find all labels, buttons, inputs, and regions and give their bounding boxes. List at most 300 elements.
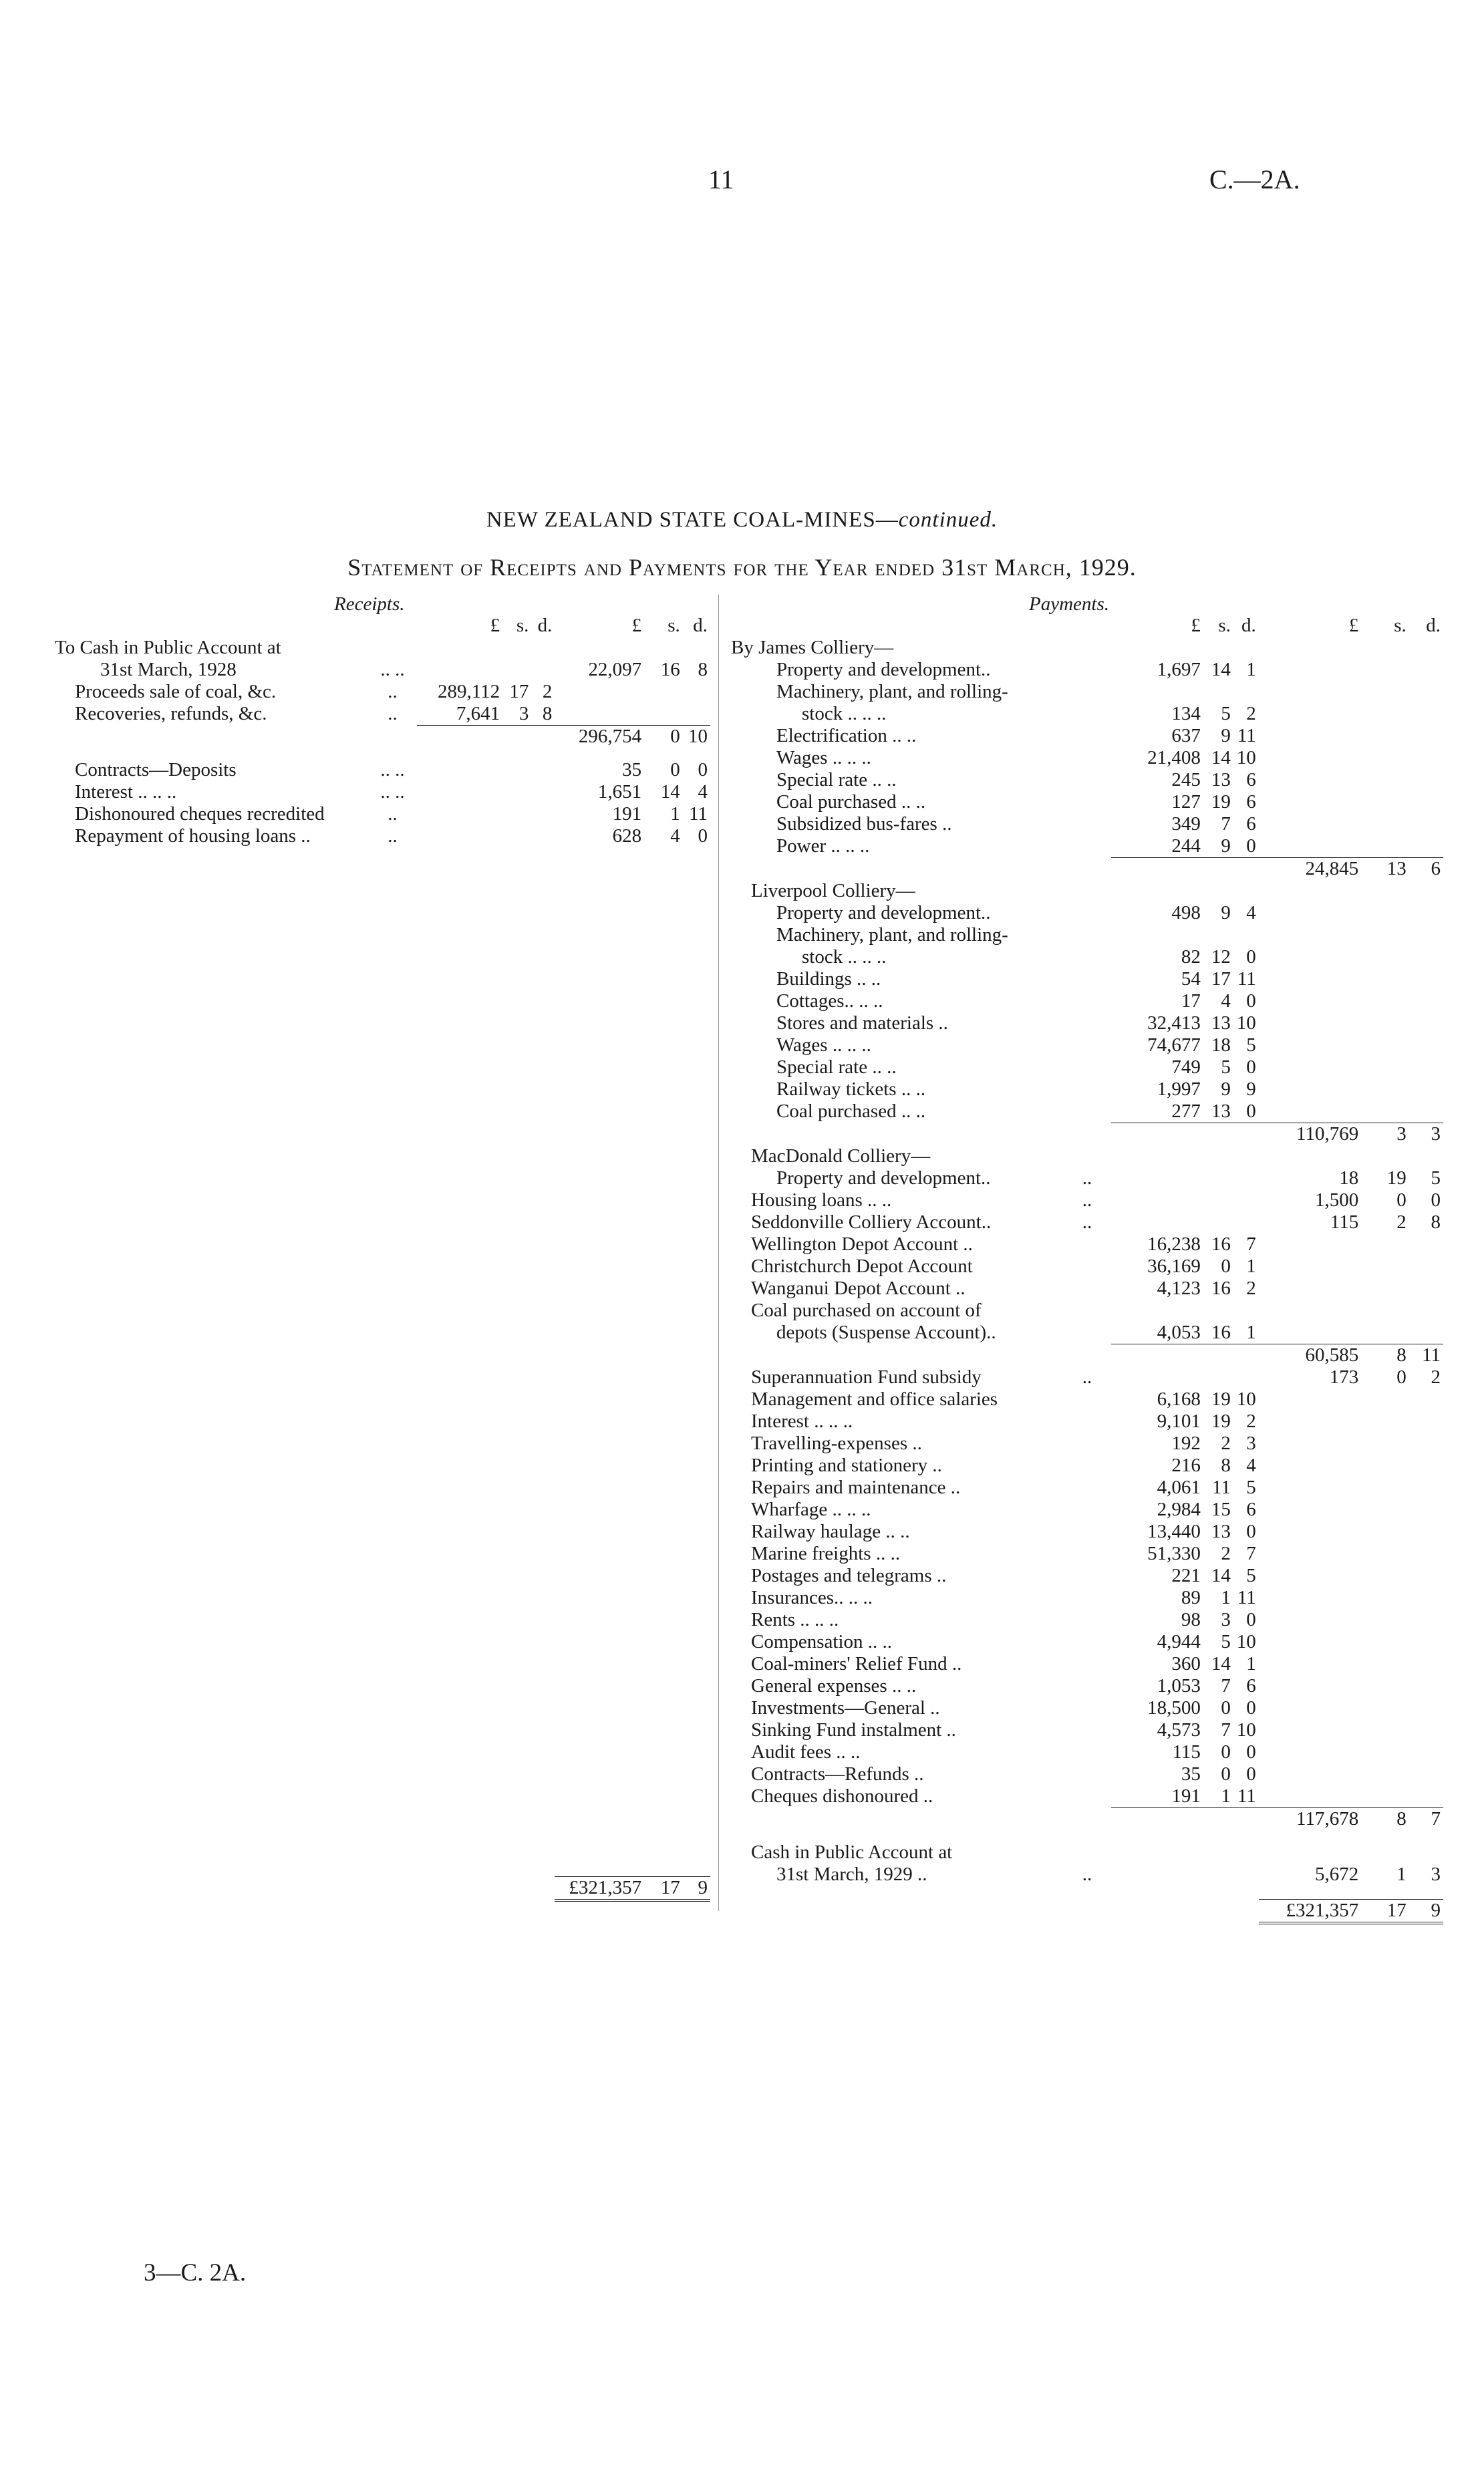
total-shillings [1361,1653,1409,1675]
detail-pence: 2 [1246,703,1256,724]
entry-label: Contracts—Refunds .. [751,1763,924,1785]
total-pounds [1259,1609,1361,1631]
detail-pence [1233,858,1259,881]
detail-pounds: 89 [1181,1587,1201,1608]
total-gap [417,1876,503,1900]
entry-label: stock .. .. .. [802,946,887,968]
grand-total-pence: 9 [683,1876,710,1900]
detail-shillings: 11 [1211,1477,1231,1498]
total-pounds [1259,946,1361,968]
detail-shillings: 9 [1221,725,1231,746]
detail-pence: 0 [1246,990,1256,1012]
total-pounds [1259,1056,1361,1078]
total-shillings [1361,1675,1409,1697]
detail-pounds [1111,1366,1203,1389]
entry-label: Audit fees .. .. [751,1741,861,1763]
detail-pence: 10 [1236,1631,1256,1652]
leader-dots [1063,1056,1111,1078]
ledger-row [728,1034,1443,1056]
leader-dots [1063,1587,1111,1609]
ledger-row [728,968,1443,990]
detail-shillings: 14 [1211,659,1231,680]
detail-pounds: 277 [1171,1101,1201,1122]
leader-dots [1063,1012,1111,1034]
detail-pounds: 32,413 [1147,1012,1201,1034]
leader-dots [1063,725,1111,747]
detail-pounds: 6,168 [1157,1389,1201,1410]
detail-pounds: 74,677 [1147,1034,1201,1056]
total-shillings: 14 [660,781,680,803]
total-pounds [1259,1697,1361,1719]
detail-pounds: 9,101 [1157,1411,1201,1432]
total-pounds [1259,1565,1361,1587]
detail-shillings [502,726,531,748]
detail-pounds: 192 [1171,1433,1201,1454]
total-pence [1409,1631,1443,1653]
detail-pence: 0 [1246,1763,1256,1785]
total-pounds: 35 [622,759,642,780]
total-pounds [1259,1233,1361,1256]
total-shillings [1361,1785,1409,1808]
total-pounds: 1,500 [1314,1189,1359,1211]
detail-shillings: 14 [1211,1653,1231,1674]
total-pence [1409,1587,1443,1609]
ledger-row [52,726,710,748]
total-pounds [1259,681,1361,703]
leader-dots [1063,1741,1111,1763]
statement-subtitle: Statement of Receipts and Payments for the Year ended 31st March, 1929. [347,554,1137,581]
entry-label: Repairs and maintenance .. [751,1477,961,1498]
detail-shillings: 16 [1211,1278,1231,1299]
total-shillings [1361,791,1409,813]
ledger-row [728,1675,1443,1697]
ledger-row [728,924,1443,946]
total-shillings [1361,681,1409,703]
payments-column-headers [728,615,1443,637]
leader-dots [1063,1433,1111,1455]
total-pence [1409,1763,1443,1785]
ledger-row [728,858,1443,881]
entry-label: Property and development.. [776,1167,991,1189]
total-shillings [1361,1719,1409,1741]
total-shillings [644,637,683,659]
total-pounds [1259,1101,1361,1123]
total-pence: 8 [1431,1211,1441,1233]
detail-pounds: 349 [1171,813,1201,835]
total-shillings [1361,769,1409,791]
leader-dots [1063,659,1111,681]
detail-shillings: 19 [1211,1389,1231,1410]
detail-pence [531,781,555,803]
detail-shillings [1203,681,1233,703]
total-pounds [1259,835,1361,858]
total-pence [1409,924,1443,946]
total-pounds [1259,659,1361,681]
detail-shillings [1203,1145,1233,1167]
detail-pence [1233,1830,1259,1864]
grand-total-row [728,1899,1443,1923]
detail-pence [1233,1145,1259,1167]
total-gap [1233,1899,1259,1923]
grand-total-shillings: 17 [644,1876,683,1900]
total-shillings [1361,1499,1409,1521]
entry-label [728,1808,1063,1831]
total-pounds [1259,813,1361,835]
ledger-row [728,1123,1443,1146]
total-pence: 0 [698,759,708,780]
ledger-row [728,1543,1443,1565]
leader-dots: .. [1082,1189,1092,1211]
leader-dots: .. .. [380,759,405,780]
ledger-row [728,1653,1443,1675]
entry-label: 31st March, 1928 [100,659,237,680]
ledger-row [728,1322,1443,1344]
ledger-row [728,1366,1443,1389]
ledger-row [728,725,1443,747]
total-pounds: 628 [612,825,642,847]
entry-label: Wages .. .. .. [776,1034,871,1056]
total-pounds: 110,769 [1259,1123,1361,1146]
detail-pence: 7 [1246,1543,1256,1564]
total-pence [1409,1034,1443,1056]
detail-shillings [1203,1189,1233,1211]
detail-pounds: 289,112 [437,681,500,702]
total-pence [1409,902,1443,924]
detail-pence [1233,924,1259,946]
detail-pence: 10 [1236,1719,1256,1741]
entry-label: Christchurch Depot Account [751,1256,973,1277]
payments-rows [728,637,1443,1923]
ledger-row [728,1631,1443,1653]
ledger-row [52,748,710,781]
detail-pence: 6 [1246,1499,1256,1520]
entry-label: 31st March, 1929 .. [776,1864,927,1885]
detail-shillings [1203,637,1233,659]
detail-pounds [1111,1167,1203,1189]
ledger-row [728,637,1443,659]
total-pounds [555,637,644,659]
detail-shillings [1203,1864,1233,1886]
detail-shillings: 9 [1221,902,1231,923]
detail-pence: 0 [1246,835,1256,857]
leader-dots [1063,1785,1111,1808]
ledger-row [728,747,1443,769]
total-pounds [1259,1763,1361,1785]
detail-pence: 4 [1246,1455,1256,1476]
detail-shillings [502,748,531,781]
col-header-pounds: £ [490,615,500,636]
detail-shillings: 5 [1221,703,1231,724]
detail-shillings [1203,1167,1233,1189]
total-pence [1409,835,1443,858]
detail-pence: 11 [1237,1587,1256,1608]
entry-label: Travelling-expenses .. [751,1433,922,1454]
detail-pence: 2 [1246,1411,1256,1432]
payments-table [728,615,1443,1924]
detail-shillings [1203,1808,1233,1831]
col-header-shillings: s. [1218,615,1231,636]
detail-shillings: 1 [1221,1785,1231,1807]
detail-pounds: 4,123 [1157,1278,1201,1299]
ledger-row [728,946,1443,968]
total-pence [1409,1543,1443,1565]
ledger-row [728,1609,1443,1631]
entry-label: Sinking Fund instalment .. [751,1719,956,1741]
total-shillings [1361,835,1409,858]
total-shillings [1361,637,1409,659]
detail-shillings [502,825,531,847]
grand-total-shillings: 17 [1361,1899,1409,1923]
total-pounds [1259,1499,1361,1521]
total-shillings [644,681,683,703]
entry-label: To Cash in Public Account at [55,637,281,658]
total-pounds [1259,968,1361,990]
detail-pounds: 51,330 [1147,1543,1201,1564]
total-shillings [1361,1300,1409,1322]
detail-pence [531,803,555,825]
total-pounds [1259,725,1361,747]
total-pence [1409,1411,1443,1433]
ledger-row [728,1167,1443,1189]
detail-pounds [1111,858,1203,881]
detail-shillings: 7 [1221,1675,1231,1697]
total-pounds [1259,1477,1361,1499]
total-shillings [1361,924,1409,946]
title-main: NEW ZEALAND STATE COAL-MINES— [486,508,899,532]
total-shillings [1361,1565,1409,1587]
total-pounds [1259,1034,1361,1056]
total-pounds: 115 [1330,1211,1359,1233]
column-divider [718,595,719,1911]
entry-label [728,858,1063,881]
entry-label: Proceeds sale of coal, &c. [75,681,277,702]
detail-pence: 0 [1246,1101,1256,1122]
detail-shillings [502,803,531,825]
total-pounds [1259,1322,1361,1344]
detail-pence: 6 [1246,769,1256,790]
detail-shillings: 3 [518,703,529,724]
entry-label: Seddonville Colliery Account.. [751,1211,992,1233]
total-pence: 4 [698,781,708,803]
document-reference: C.—2A. [1209,164,1300,194]
leader-dots [1063,1101,1111,1123]
col-header-pence: d. [693,615,708,636]
detail-pounds [1111,1808,1203,1831]
total-pence: 3 [1431,1864,1441,1885]
leader-dots: .. [388,803,398,825]
ledger-row [728,1719,1443,1741]
leader-dots [1063,1763,1111,1785]
entry-label: Recoveries, refunds, &c. [75,703,267,724]
entry-label: Interest .. .. .. [751,1411,853,1432]
ledger-row [728,1389,1443,1411]
detail-shillings: 16 [1211,1233,1231,1255]
total-shillings [1361,1411,1409,1433]
detail-pounds: 360 [1171,1653,1201,1674]
detail-pence: 5 [1246,1034,1256,1056]
col-header-shillings: s. [667,615,680,636]
total-pounds [1259,1300,1361,1322]
total-pence [1409,725,1443,747]
total-pounds [1259,791,1361,813]
total-pence [1409,1477,1443,1499]
total-pounds [1259,990,1361,1012]
total-pounds [1259,1587,1361,1609]
leader-dots: .. [1082,1366,1092,1388]
total-pence [1409,1521,1443,1543]
total-pounds [1259,1433,1361,1455]
ledger-row [728,1785,1443,1808]
total-shillings [1361,1741,1409,1763]
total-shillings [1361,659,1409,681]
entry-label: Housing loans .. .. [751,1189,892,1211]
total-pounds [1259,1145,1361,1167]
detail-shillings: 0 [1221,1697,1231,1719]
entry-label: Property and development.. [776,659,991,680]
total-pounds [1259,769,1361,791]
detail-shillings: 13 [1211,1101,1231,1122]
entry-label: Repayment of housing loans .. [75,825,311,847]
total-pence [1409,990,1443,1012]
total-pounds: 60,585 [1259,1344,1361,1367]
detail-pence: 0 [1246,1697,1256,1719]
detail-shillings: 2 [1221,1433,1231,1454]
ledger-row [728,1145,1443,1167]
ledger-row [728,681,1443,703]
detail-shillings [502,781,531,803]
detail-shillings: 18 [1211,1034,1231,1056]
detail-shillings: 7 [1221,813,1231,835]
leader-dots [1063,813,1111,835]
detail-shillings [1203,858,1233,881]
detail-pounds: 21,408 [1147,747,1201,768]
leader-dots [1063,1389,1111,1411]
ledger-row [728,1411,1443,1433]
ledger-row [728,813,1443,835]
entry-label: Special rate .. .. [776,769,897,790]
total-pence: 3 [1409,1123,1443,1146]
leader-dots: .. [1082,1211,1092,1233]
col-header-shillings: s. [516,615,529,636]
entry-label: Coal purchased on account of [751,1300,982,1321]
total-shillings: 4 [670,825,680,847]
detail-pence: 11 [1237,1785,1256,1807]
total-shillings [1361,880,1409,902]
total-pence [1409,1078,1443,1101]
leader-dots [1063,990,1111,1012]
leader-dots [1063,1675,1111,1697]
detail-pence: 9 [1246,1078,1256,1100]
leader-dots [1063,1631,1111,1653]
total-pence [1409,1741,1443,1763]
entry-label: Subsidized bus-fares .. [776,813,952,835]
entry-label: Marine freights .. .. [751,1543,901,1564]
total-pounds: 18 [1339,1167,1359,1189]
ledger-row [728,1521,1443,1543]
total-shillings [1361,1477,1409,1499]
entry-label: General expenses .. .. [751,1675,917,1697]
ledger-row [728,1278,1443,1300]
detail-pence: 8 [542,703,553,724]
detail-pounds [1111,924,1203,946]
ledger-row [728,1056,1443,1078]
leader-dots [1063,835,1111,858]
detail-shillings: 4 [1221,990,1231,1012]
detail-shillings [1203,1830,1233,1864]
detail-pounds [417,803,503,825]
entry-label: Contracts—Deposits [75,759,237,780]
detail-shillings: 16 [1211,1322,1231,1343]
ledger-row [728,1344,1443,1367]
ledger-row [728,1741,1443,1763]
total-shillings [1361,902,1409,924]
detail-pounds [1111,1145,1203,1167]
detail-shillings: 3 [1221,1609,1231,1630]
total-pounds [1259,1278,1361,1300]
detail-pence: 2 [542,681,553,702]
detail-pence: 5 [1246,1565,1256,1586]
total-gap [368,1876,416,1900]
total-shillings: 13 [1361,858,1409,881]
total-shillings: 3 [1361,1123,1409,1146]
col-header-shillings: s. [1394,615,1406,636]
detail-pence: 0 [1246,1056,1256,1078]
total-pence: 11 [1409,1344,1443,1367]
total-pence [1409,1300,1443,1322]
ledger-row [728,990,1443,1012]
detail-shillings: 2 [1221,1543,1231,1564]
entry-label: Compensation .. .. [751,1631,893,1652]
total-pounds [1259,747,1361,769]
page-number: 11 [708,164,734,194]
total-shillings [1361,1631,1409,1653]
entry-label: Cottages.. .. .. [776,990,883,1012]
total-pounds [1259,1012,1361,1034]
total-shillings [1361,1433,1409,1455]
entry-label: Power .. .. .. [776,835,870,857]
ledger-row [728,1012,1443,1034]
ledger-row [728,769,1443,791]
entry-label: Coal purchased .. .. [776,791,926,813]
leader-dots: .. [1082,1864,1092,1885]
ledger-row [52,825,710,847]
total-pence [1409,1697,1443,1719]
total-pence: 8 [698,659,708,680]
total-shillings: 0 [1396,1189,1406,1211]
detail-pounds: 1,997 [1157,1078,1201,1100]
detail-pounds [1111,1300,1203,1322]
entry-label [728,1123,1063,1146]
total-shillings [1361,813,1409,835]
leader-dots [1063,637,1111,659]
entry-label: Railway tickets .. .. [776,1078,926,1100]
total-shillings: 16 [660,659,680,680]
detail-pence [1233,1211,1259,1233]
total-pounds: 5,672 [1314,1864,1359,1885]
detail-pence: 10 [1236,1389,1256,1410]
detail-pounds: 498 [1171,902,1201,923]
total-shillings [1361,747,1409,769]
total-pence [1409,791,1443,813]
detail-shillings: 5 [1221,1631,1231,1652]
detail-pence: 0 [1246,1609,1256,1630]
detail-shillings: 9 [1221,1078,1231,1100]
detail-shillings: 0 [1221,1256,1231,1277]
leader-dots [1063,1233,1111,1256]
detail-pounds: 4,573 [1157,1719,1201,1741]
detail-pence [1233,1123,1259,1146]
col-header-pence: d. [537,615,553,636]
